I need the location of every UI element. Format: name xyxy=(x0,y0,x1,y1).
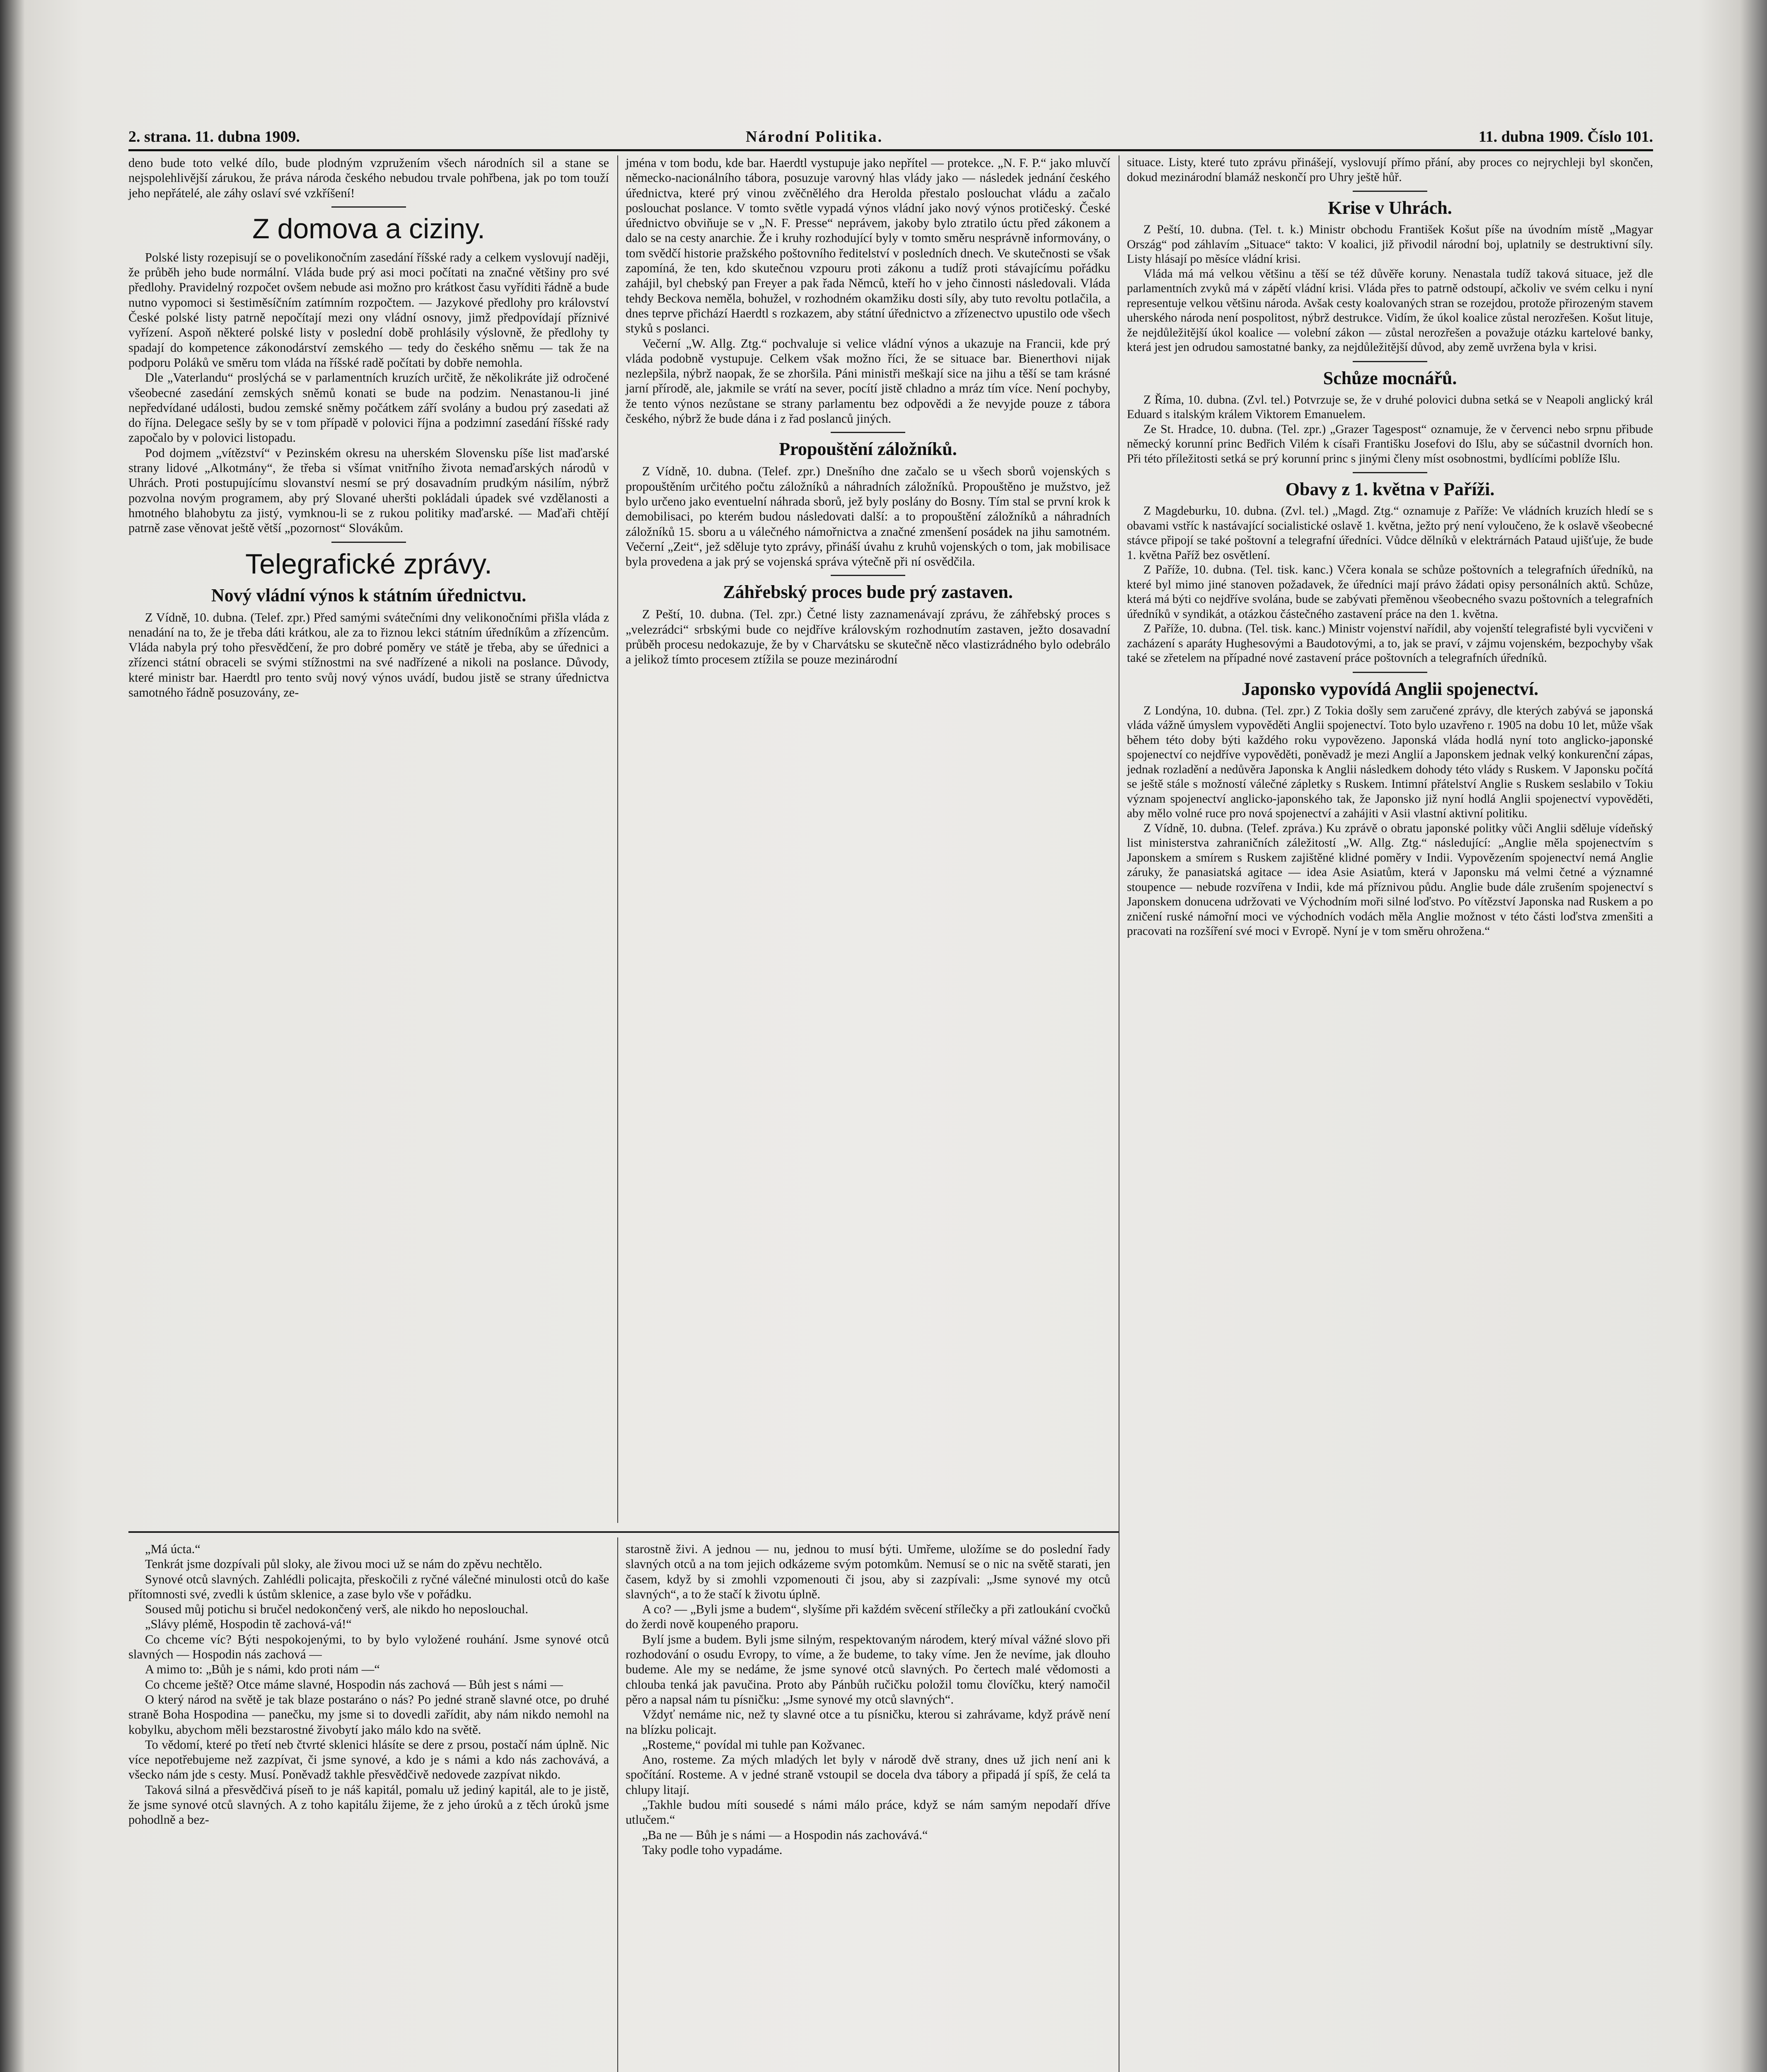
divider xyxy=(1353,672,1427,673)
paragraph: Vláda má má velkou většinu a těší se též důvěře koruny. Nenastala tudíž taková situace, jež dle parlamentních zvyků má v zápětí vládní krisi. Vláda přes to patrně odstoupí, ačkoliv ve svém celku i nyní representuje velkou většinu národa. Avšak cesty koalovaných stran se rozejdou, protože přirozeným stavem uherského národa není pospolitost, nýbrž destrukce. Vidím, že úkol koalice zůstal nerozřešen. Košut lituje, že nejdůležitější úkol koalice — volební zákon — zůstal nerozřešen a považuje otázku kartelové banky, která jest jen odrudou samostatné banky, za nejdůležitější důvod, aby země uvržena byla v krisi. xyxy=(1127,267,1653,354)
masthead xyxy=(128,124,1653,151)
paragraph: Z Magdeburku, 10. dubna. (Zvl. tel.) „Magd. Ztg.“ oznamuje z Paříže: Ve vládních kruzích hledí se s obavami vstříc k nastávající socialistické oslavě 1. května, ježto prý není vyloučeno, že k oslavě všeobecné stávce připojí se také poštovní a telegrafní úředníci. Vůdce dělníků v elektrárnách Pataud ujišťuje, že bude 1. května Paříž bez osvětlení. xyxy=(1127,504,1653,562)
divider xyxy=(331,206,406,208)
divider xyxy=(831,575,905,576)
masthead-right: 11. dubna 1909. Číslo 101. xyxy=(1478,128,1653,145)
paragraph: Z Vídně, 10. dubna. (Telef. zpr.) Před samými svátečními dny velikonočními přišla vláda z nenadání na to, že je třeba dáti krátkou, ale za to řiznou lekci státním úředníkům a zřízencům. Vláda nabyla prý toho přesvědčení, že pro dobré poměry ve státě je třeba, aby se úřednici a zřízenci státní obraceli se svými stížnostmi na své nadřízené a nikoli na poslance. Důvody, které ministr bar. Haerdtl pro tento svůj nový výnos uvádí, budou jistě se strany úřednictva samotného řádně posuzovány, ze- xyxy=(128,610,609,700)
paragraph: Bylí jsme a budem. Byli jsme silným, respektovaným národem, který míval vážné slovo při rozhodování o osudu Evropy, to víme, a že budeme, to taky víme. Jen že nevíme, jak dlouho budeme. Ale my se nedáme, že jsme synové otců slavných. Po čertech malé vědomosti a chlouba tenká jak pavučina. Proto aby Pánbůh ručičku položil tomu človíčku, který namočil pěro a napsal nám tu písničku: „Jsme synové my otců slavných“. xyxy=(626,1632,1110,1706)
column-3 xyxy=(1127,155,1653,939)
paragraph: Z Říma, 10. dubna. (Zvl. tel.) Potvrzuje se, že v druhé polovici dubna setká se v Neapoli anglický král Eduard s italským králem Viktorem Emanuelem. xyxy=(1127,393,1653,421)
divider xyxy=(1353,472,1427,473)
paragraph: „Takhle budou míti sousedé s námi málo práce, když se nám samým nepodaří dříve utlučem.“ xyxy=(626,1798,1110,1827)
paragraph: „Slávy plémě, Hospodin tě zachová-vá!“ xyxy=(145,1617,352,1631)
masthead-title: Národní Politika. xyxy=(746,128,883,145)
paragraph: Soused můj potichu si bručel nedokončený verš, ale nikdo ho neposlouchal. xyxy=(145,1602,528,1617)
article-heading: Krise v Uhrách. xyxy=(1328,198,1452,218)
paragraph: situace. Listy, které tuto zprávu přinášejí, vyslovují přímo přání, aby proces co nejrychleji byl skončen, dokud mezinárodní blamáž neskončí pro Uhry ještě hůř. xyxy=(1127,156,1653,184)
paragraph: Z Vídně, 10. dubna. (Telef. zpráva.) Ku zprávě o obratu japonské politky vůči Anglii sděluje vídeňský list ministerstva zahraničních záležitostí „W. Allg. Ztg.“ následující: „Anglie měla spojenectvím s Japonskem a smírem s Ruskem zajištěné klidné poměry v Indii. Vypovězením spojenectví nemá Anglie záruky, že panasiatská agitace — idea Asie Asiatům, která v Japonsku má velmi četné a významné stoupence — nebude rozvířena v Indii, kde má příznivou půdu. Anglie bude dále zrušením spojenectví s Japonskem donucena udržovati ve Východním moři silné loďstvo. Po vítězství Japonska nad Ruskem a po zničení ruské námořní moci ve východních vodách měla Anglie možnost v této části loďstva zmenšiti a pracovati na rozšíření své moci v Evropě. Nyní je v tom směru ohrožena.“ xyxy=(1127,821,1653,938)
paragraph: Večerní „W. Allg. Ztg.“ pochvaluje si velice vládní výnos a ukazuje na Francii, kde prý vláda podobně vystupuje. Celkem však možno říci, že se situace bar. Bienerthovi nijak nezlepšila, nýbrž naopak, že se zhoršila. Páni ministři meškají sice na jihu a těší se tam krásné jarní přírodě, ale, jakmile se vrátí na sever, pocítí jistě chladno a mráz tím více. Není pochyby, že tento výnos nezůstane se strany parlamentu bez odpovědi a že nevyjde pouze z tábora českého, nýbrž že bude dána i z řad poslanců jiných. xyxy=(626,336,1110,426)
paragraph: A co? — „Byli jsme a budem“, slyšíme při každém svěcení střílečky a při zatloukání cvočků do žerdi nově koupeného praporu. xyxy=(626,1602,1110,1631)
paragraph: „Má úcta.“ xyxy=(145,1542,201,1556)
paragraph: Polské listy rozepisují se o povelikonočním zasedání říšské rady a celkem vyslovují naději, že průběh jeho bude normální. Vláda bude prý asi moci počítati na značné většiny pro své předlohy. Pravidelný rozpočet ovšem nebude asi možno pro krátkost času vyříditi řádně a bude nutno vypomoci si šestiměsíčním zatímním rozpočtem. — Jazykové předlohy pro království České polské listy patrně nepočítají mezi ony vládní osnovy, jimž předpovídají příznivé vyřízení. Aspoň některé polské listy v poslední době prohlásily výslovně, že předlohy ty spadají do kompetence zákonodárství zemského — tedy do českého sněmu — tak že na podporu Poláků ve směru tom vláda na říšské radě počítati by dobře nemohla. xyxy=(128,250,609,370)
feuilleton-rule xyxy=(128,1531,1119,1533)
column-separator xyxy=(617,1537,618,2072)
newspaper-page xyxy=(128,124,1653,2072)
paragraph: Z Paříže, 10. dubna. (Tel. tisk. kanc.) Ministr vojenství nařídil, aby vojenští telegrafisté byli vycvičeni v zacházení s aparáty Hughesovými a Baudotovými, a to, jak se praví, v zájmu vojenském, bezpochyby však také se zřetelem na případné nové zastavení práce poštovních a telegrafních úředníků. xyxy=(1127,622,1653,665)
article-intro: deno bude toto velké dílo, bude plodným vzpružením všech národních sil a stane se nejspolehlivější zárukou, že práva národa českého nebudou trvale pohřbena, jak po tom touží jeho nepřátelé, ale záhy oslaví své vzkříšení! xyxy=(128,156,609,200)
paragraph: Ze St. Hradce, 10. dubna. (Tel. zpr.) „Grazer Tagespost“ oznamuje, že v červenci nebo srpnu přibude německý korunní princ Bedřich Vilém k císaři Františku Josefovi do Išlu, aby se súčastnil dvorních hon. Při této příležitosti setká se prý korunní princ s jinými členy míst osobnostmi, bydlícími poblíže Išlu. xyxy=(1127,422,1653,465)
paragraph: Pod dojmem „vítězství“ v Pezinském okresu na uherském Slovensku píše list maďarské strany lidové „Alkotmány“, že třeba si všímat vnitřního života nemaďarských národů v Uhrách. Proti postupujícímu slovanství nesmí se prý dosavadním prudkým násilím, nýbrž pozvolna novým programem, aby prý Slované uheršti pokládali úpadek své vzdělanosti a hmotného blahobytu za jistý, vymknou-li se z rukou politiky maďarské. — Maďaři chtějí patrně zase věnovat ještě větší „pozornost“ Slovákům. xyxy=(128,445,609,535)
article-heading: Japonsko vypovídá Anglii spojenectví. xyxy=(1241,678,1539,699)
article-heading: Nový vládní výnos k státním úřednictvu. xyxy=(211,585,527,605)
feuilleton-column-right xyxy=(626,1542,1110,1857)
column-separator xyxy=(617,155,618,1523)
paragraph: To vědomí, které po třetí neb čtvrté sklenici hlásíte se dere z prsou, postačí nám úplně. Nic více nepotřebujeme než zazpívat, či jsme synové, a kdo je s námi a kdo nás zachovává, a všecko nám jde s cesty. Musí. Poněvadž takhle přesvědčivě nedovede zazpívat nikdo. xyxy=(128,1737,609,1782)
divider xyxy=(831,432,905,433)
paragraph: Z Paříže, 10. dubna. (Tel. tisk. kanc.) Včera konala se schůze poštovních a telegrafních úředníků, na které byl mimo jiné stanoven požadavek, že úředníci mají právo žádati opisy personálních aktů. Schůze, která má býti co nejdříve svolána, bude se zabývati přeměnou všeobecného svazu poštovních a telegrafních úředníků v syndikát, a otázkou částečného zastavení práce na den 1. května. xyxy=(1127,563,1653,621)
divider xyxy=(1353,361,1427,362)
article-heading: Propouštění záložníků. xyxy=(779,439,957,460)
section-heading-domov: Z domova a ciziny. xyxy=(252,213,485,244)
paragraph: Co chceme víc? Býti nespokojenými, to by bylo vyložené rouhání. Jsme synové otců slavných — Hospodin nás zachová — xyxy=(128,1632,609,1662)
paragraph: „Ba ne — Bůh je s námi — a Hospodin nás zachovává.“ xyxy=(642,1828,928,1842)
paragraph: Taky podle toho vypadáme. xyxy=(642,1842,783,1857)
masthead-left: 2. strana. 11. dubna 1909. xyxy=(128,128,300,145)
article-heading: Obavy z 1. května v Paříži. xyxy=(1285,479,1495,499)
section-heading-telegraf: Telegrafické zprávy. xyxy=(245,548,492,580)
paragraph: Z Peští, 10. dubna. (Tel. zpr.) Četné listy zaznamenávají zprávu, že záhřebský proces s „velezrádci“ srbskými bude co nejdříve královským rozhodnutím zastaven, ježto dosavadní průběh procesu nedokazuje, že by v Charvátsku se skutečně něco vlastizrádného bylo odebrálo a jelikož tímto procesem ztížila se pouze mezinárodní xyxy=(626,607,1110,667)
paragraph: Synové otců slavných. Zahlédli policajta, přeskočili z ryčné válečné minulosti otců do kaše přítomnosti své, zvedli k ústům sklenice, a zase bylo vše v pořádku. xyxy=(128,1572,609,1601)
article-heading: Schůze mocnářů. xyxy=(1323,368,1457,388)
divider xyxy=(1353,191,1427,192)
feuilleton-column-left xyxy=(128,1542,609,1828)
paragraph: Z Vídně, 10. dubna. (Telef. zpr.) Dnešního dne začalo se u všech sborů vojenských s propouštěním určitého počtu záložníků a náhradních záložníků. Propouštěno je mužstvo, jež bylo určeno jako eventuelní náhrada sborů, jež byly poslány do Bosny. Tím stal se první krok k demobilisaci, po kterém budou následovati další: a to propouštění záložníků a náhradních záložníků 15. sboru a u válečného námořnictva a značné zmenšení posádek na jihu samotném. Večerní „Zeit“, jež sděluje tyto zprávy, přináší úvahu z kruhů vojenských o tom, jak mobilisace byla provedena a jak prý se vojenská správa výtečně při ní osvědčila. xyxy=(626,464,1110,569)
column-2 xyxy=(626,155,1110,667)
paragraph: A mimo to: „Bůh je s námi, kdo proti nám —“ xyxy=(145,1662,380,1677)
paragraph: Taková silná a přesvědčivá píseň to je náš kapitál, pomalu už jediný kapitál, ale to je jistě, že jsme synové otců slavných. A z toho kapitálu žijeme, že z jeho úroků a z těch úroků jsme pohodlně a bez- xyxy=(128,1782,609,1827)
paragraph: Z Londýna, 10. dubna. (Tel. zpr.) Z Tokia došly sem zaručené zprávy, dle kterých zabývá se japonská vláda vážně úmyslem vypověděti Anglii spojenectví. Toto bylo uzavřeno r. 1905 na dobu 10 let, může však během této doby býti každého roku vypovězeno. Japonská vláda hodlá nyní toto anglicko-japonské spojenectví co nejdříve vypověděti, poněvadž je mezi Anglií a Japonskem jednak velký konkurenční zápas, jednak rozladění a nedůvěra Japonska k Anglii následkem dohody této vlády s Ruskem. V Japonsku počítá se ještě stále s možností válečné zápletky s Ruskem. Intimní přátelství Anglie s Ruskem seslabilo v Tokiu význam spojenectví anglicko-japonského tak, že Japonsko již nyní hodlá Anglii spojenectví vypověděti, aby mělo volné ruce pro nová spojenectví a zahájiti v Asii vlastní aktivní politiku. xyxy=(1127,704,1653,820)
column-1 xyxy=(128,155,609,700)
paragraph: starostně živi. A jednou — nu, jednou to musí býti. Umřeme, uložíme se do poslední řady slavných otců a na tom jejich odkázeme svým potomkům. Nemusí se o nic na světě starati, jen časem, když by si zmohli vzpomenouti či jsou, aby si zazpívali: „Jsme synové my otců slavných“, a to že stačí k životu úplně. xyxy=(626,1542,1110,1601)
article-heading: Záhřebský proces bude prý zastaven. xyxy=(723,582,1013,603)
paragraph: jména v tom bodu, kde bar. Haerdtl vystupuje jako nepřítel — protekce. „N. F. P.“ jako mluvčí německo-nacionálního tábora, posuzuje varovný hlas vlády jako — následek jednání českého úřednictva, které prý vinou zvěčnělého dra Herolda přestalo poslouchat vládu a začalo poslouchat poslance. V tomto světle vypadá výnos vládní jako nový výnos protičeský. České úřednictvo obviňuje se v „N. F. Presse“ neprávem, jakoby bylo ztratilo úctu před zákonem a dalo se na cesty anarchie. Že i kruhy rozhodující byly v tomto směru nesprávně informovány, o tom svědčí historie pražského poštovního ředitelství v posledních dnech. Ve skutečnosti se však zapomíná, že ten, kdo skutečnou vzpouru proti zákonu a tudíž proti stávajícímu pořádku zahájil, byl chebský pan Freyer a pak řada Němců, kteří ho v jeho činnosti následovali. Vláda tehdy Beckova neměla, bohužel, v rozhodném okamžiku dosti síly, aby tuto revoltu potlačila, a dnes teprve přichází Haerdtl s rozkazem, aby státní úřednictvo a zřízenectvo upustilo ode všech styků s poslanci. xyxy=(626,156,1110,336)
divider xyxy=(331,542,406,543)
paragraph: „Rosteme,“ povídal mi tuhle pan Kožvanec. xyxy=(642,1737,865,1752)
paragraph: O který národ na světě je tak blaze postaráno o nás? Po jedné straně slavné otce, po druhé straně Boha Hospodina — panečku, my jsme si to dovedli zařídit, aby nám nikdo nemohl na kobylku, abychom měli bezstarostné živobytí jako málo kdo na světě. xyxy=(128,1692,609,1737)
paragraph: Vždyť nemáme nic, než ty slavné otce a tu písničku, kterou si zahrávame, když právě není na blízku policajt. xyxy=(626,1707,1110,1737)
paragraph: Ano, rosteme. Za mých mladých let byly v národě dvě strany, dnes už jich není ani k spočítání. Rosteme. A v jedné straně vstoupil se docela dva tábory a připadá jí spíš, že celá ta chlupy litají. xyxy=(626,1752,1110,1797)
paragraph: Co chceme ještě? Otce máme slavné, Hospodin nás zachová — Bůh jest s námi — xyxy=(145,1677,563,1692)
paragraph: Z Peští, 10. dubna. (Tel. t. k.) Ministr obchodu František Košut píše na úvodním místě „Magyar Ország“ pod záhlavím „Situace“ takto: V koalici, již přivodil národní boj, uplatnily se destruktivní síly. Listy hlásají po měsíce vládní krisi. xyxy=(1127,223,1653,266)
paragraph: Dle „Vaterlandu“ proslýchá se v parlamentních kruzích určitě, že několikráte již odročené všeobecné zasedání zemských sněmů konati se bude na podzim. Nenastanou-li jiné nepředvídané události, budou zemské sněmy počátkem září svolány a budou prý zasedati až do října. Delegace sešly by se v tom případě v polovici října a podzimní zasedání říšské rady započalo by v polovici listopadu. xyxy=(128,370,609,445)
paragraph: Tenkrát jsme dozpívali půl sloky, ale živou moci už se nám do zpěvu nechtělo. xyxy=(145,1557,542,1571)
